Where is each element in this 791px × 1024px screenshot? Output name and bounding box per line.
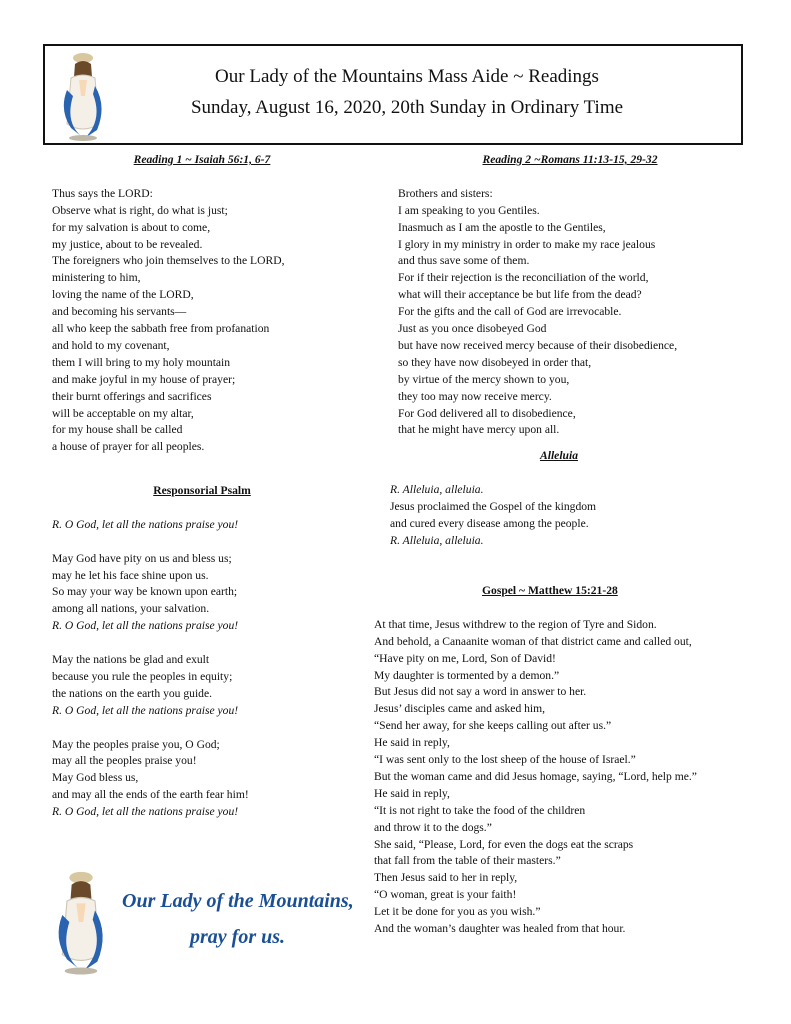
psalm-line: the nations on the earth you guide. bbox=[52, 686, 213, 700]
reading-line: Brothers and sisters: bbox=[398, 186, 493, 200]
page-title: Our Lady of the Mountains Mass Aide ~ Readings bbox=[215, 66, 599, 87]
alleluia-response: R. Alleluia, alleluia. bbox=[390, 482, 484, 496]
reading-line: and becoming his servants— bbox=[52, 305, 187, 319]
psalm-stanza-2 bbox=[52, 652, 352, 703]
psalm-section bbox=[52, 483, 352, 821]
reading-line: for my salvation is about to come, bbox=[52, 220, 211, 234]
reading1-body bbox=[52, 186, 352, 457]
psalm-response: R. O God, let all the nations praise you! bbox=[52, 805, 239, 819]
gospel-line: Then Jesus said to her in reply, bbox=[374, 871, 518, 885]
gospel-line: Let it be done for you as you wish.” bbox=[374, 905, 541, 919]
gospel-line: “O woman, great is your faith! bbox=[374, 888, 517, 902]
gospel-line: At that time, Jesus withdrew to the region of Tyre and Sidon. bbox=[374, 617, 657, 631]
psalm-line: may all the peoples praise you! bbox=[52, 754, 197, 768]
header-box bbox=[43, 44, 743, 145]
reading-line: Just as you once disobeyed God bbox=[398, 322, 547, 336]
psalm-response: R. O God, let all the nations praise you! bbox=[52, 517, 239, 531]
psalm-line: May the nations be glad and exult bbox=[52, 653, 210, 667]
psalm-stanza-3 bbox=[52, 737, 352, 805]
psalm-stanza-1 bbox=[52, 551, 352, 619]
page-subtitle: Sunday, August 16, 2020, 20th Sunday in Ordinary Time bbox=[190, 97, 624, 118]
reading-line: all who keep the sabbath free from profanation bbox=[52, 322, 270, 336]
gospel-line: And the woman’s daughter was healed from that hour. bbox=[374, 922, 626, 936]
reading-line: For the gifts and the call of God are irrevocable. bbox=[398, 305, 622, 319]
reading-line: Observe what is right, do what is just; bbox=[52, 203, 228, 217]
reading-line: Inasmuch as I am the apostle to the Gentiles, bbox=[398, 220, 606, 234]
reading-line: and hold to my covenant, bbox=[52, 338, 170, 352]
reading-line: I glory in my ministry in order to make my race jealous bbox=[398, 237, 656, 251]
gospel-line: But the woman came and did Jesus homage, saying, “Lord, help me.” bbox=[374, 769, 697, 783]
gospel-line: “Send her away, for she keeps calling out after us.” bbox=[374, 719, 612, 733]
psalm-line: May the peoples praise you, O God; bbox=[52, 737, 220, 751]
reading-line: I am speaking to you Gentiles. bbox=[398, 203, 540, 217]
reading-line: what will their acceptance be but life from the dead? bbox=[398, 288, 642, 302]
reading1-heading: Reading 1 ~ Isaiah 56:1, 6-7 bbox=[133, 153, 271, 166]
gospel-line: And behold, a Canaanite woman of that district came and called out, bbox=[374, 634, 692, 648]
gospel-line: But Jesus did not say a word in answer to her. bbox=[374, 685, 587, 699]
reading1-section bbox=[52, 152, 352, 456]
reading-line: Thus says the LORD: bbox=[52, 186, 153, 200]
reading-line: will be acceptable on my altar, bbox=[52, 406, 194, 420]
gospel-line: “I was sent only to the lost sheep of the house of Israel.” bbox=[374, 753, 636, 767]
prayer-line-1: Our Lady of the Mountains, bbox=[122, 890, 354, 912]
gospel-line: He said in reply, bbox=[374, 786, 450, 800]
reading-line: my justice, about to be revealed. bbox=[52, 237, 203, 251]
gospel-line: He said in reply, bbox=[374, 736, 450, 750]
madonna-image bbox=[46, 866, 116, 978]
psalm-response: R. O God, let all the nations praise you! bbox=[52, 619, 239, 633]
alleluia-response: R. Alleluia, alleluia. bbox=[390, 533, 484, 547]
reading2-section bbox=[398, 152, 738, 439]
reading-line: by virtue of the mercy shown to you, bbox=[398, 372, 570, 386]
gospel-line: and throw it to the dogs.” bbox=[374, 820, 492, 834]
alleluia-line: Jesus proclaimed the Gospel of the kingdom bbox=[390, 499, 597, 513]
psalm-response: R. O God, let all the nations praise you! bbox=[52, 703, 239, 717]
gospel-line: “Have pity on me, Lord, Son of David! bbox=[374, 651, 556, 665]
reading-line: The foreigners who join themselves to the LORD, bbox=[52, 254, 285, 268]
reading2-heading: Reading 2 ~Romans 11:13-15, 29-32 bbox=[482, 153, 658, 166]
reading-line: them I will bring to my holy mountain bbox=[52, 355, 231, 369]
reading-line: and make joyful in my house of prayer; bbox=[52, 372, 236, 386]
psalm-line: may he let his face shine upon us. bbox=[52, 568, 209, 582]
gospel-line: My daughter is tormented by a demon.” bbox=[374, 668, 560, 682]
gospel-body bbox=[374, 617, 774, 938]
psalm-line: and may all the ends of the earth fear him! bbox=[52, 788, 249, 802]
psalm-line: among all nations, your salvation. bbox=[52, 602, 210, 616]
reading-line: loving the name of the LORD, bbox=[52, 288, 194, 302]
gospel-line: She said, “Please, Lord, for even the dogs eat the scraps bbox=[374, 837, 634, 851]
reading-line: that he might have mercy upon all. bbox=[398, 423, 560, 437]
reading-line: they too may now receive mercy. bbox=[398, 389, 552, 403]
reading-line: so they have now disobeyed in order that, bbox=[398, 355, 592, 369]
reading-line: ministering to him, bbox=[52, 271, 141, 285]
reading-line: for my house shall be called bbox=[52, 423, 183, 437]
reading-line: but have now received mercy because of their disobedience, bbox=[398, 338, 678, 352]
reading-line: their burnt offerings and sacrifices bbox=[52, 389, 212, 403]
gospel-line: Jesus’ disciples came and asked him, bbox=[374, 702, 546, 716]
psalm-heading: Responsorial Psalm bbox=[153, 484, 251, 497]
reading-line: a house of prayer for all peoples. bbox=[52, 440, 205, 454]
madonna-image bbox=[53, 50, 113, 142]
psalm-line: May God bless us, bbox=[52, 771, 139, 785]
reading2-body bbox=[398, 186, 738, 440]
reading-line: and thus save some of them. bbox=[398, 254, 530, 268]
gospel-line: that fall from the table of their masters.” bbox=[374, 854, 561, 868]
psalm-line: because you rule the peoples in equity; bbox=[52, 669, 233, 683]
alleluia-heading: Alleluia bbox=[540, 449, 579, 462]
psalm-line: May God have pity on us and bless us; bbox=[52, 551, 232, 565]
psalm-line: So may your way be known upon earth; bbox=[52, 585, 238, 599]
reading-line: For if their rejection is the reconciliation of the world, bbox=[398, 271, 649, 285]
prayer-line-2: pray for us. bbox=[190, 926, 286, 948]
gospel-line: “It is not right to take the food of the children bbox=[374, 803, 586, 817]
alleluia-verse bbox=[390, 499, 735, 533]
alleluia-section bbox=[390, 448, 735, 549]
alleluia-line: and cured every disease among the people. bbox=[390, 516, 589, 530]
reading-line: For God delivered all to disobedience, bbox=[398, 406, 576, 420]
gospel-heading: Gospel ~ Matthew 15:21-28 bbox=[482, 584, 618, 597]
gospel-section bbox=[374, 583, 774, 938]
